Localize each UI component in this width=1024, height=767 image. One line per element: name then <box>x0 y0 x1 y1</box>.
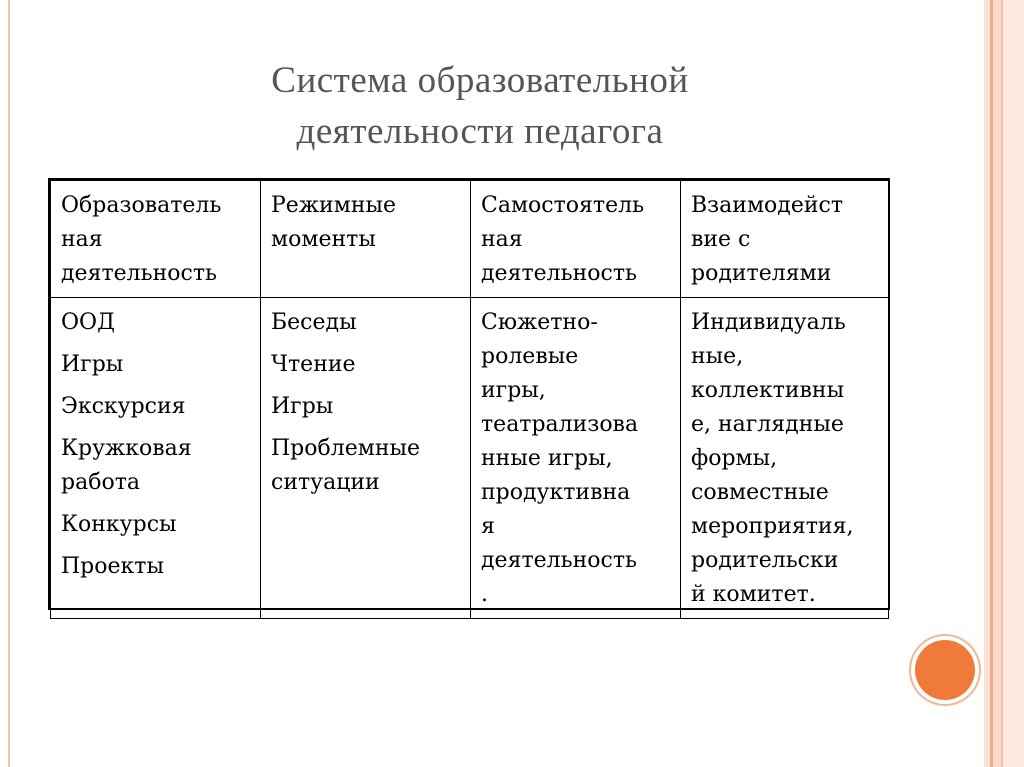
list-item: Экскурсия <box>61 394 186 419</box>
list-item: Кружковая работа <box>61 436 192 495</box>
table-header-row <box>51 181 889 298</box>
list-item: Игры <box>61 352 124 377</box>
right-decoration <box>984 0 1024 767</box>
cell-independent-activity-text: Сюжетно- ролевые игры, театрализова нные игры, продуктивна я деятельность . <box>471 298 681 619</box>
list-item: Беседы <box>271 310 357 335</box>
list-item: Конкурсы <box>61 512 177 537</box>
header-independent-activity: Самостоятель ная деятельность <box>471 181 681 298</box>
header-parent-interaction: Взаимодейст вие с родителями <box>681 181 889 298</box>
title-line-2: деятельности педагога <box>296 111 664 152</box>
list-item: Проекты <box>61 554 164 579</box>
title-line-1: Система образовательной <box>271 60 689 101</box>
cell-routine-moments-list <box>261 298 471 619</box>
left-border-line <box>8 0 10 767</box>
header-educational-activity: Образователь ная деятельность <box>51 181 261 298</box>
cell-educational-activity-list <box>51 298 261 619</box>
activity-table <box>48 178 890 610</box>
cell-parent-interaction-text: Индивидуаль ные, коллективны е, наглядные формы, совместные мероприятия, родительски й комитет. <box>681 298 889 619</box>
list-item: Чтение <box>271 352 356 377</box>
table-body-row <box>51 298 889 619</box>
orange-circle-decoration <box>915 640 975 700</box>
slide-title <box>150 55 810 157</box>
header-routine-moments: Режимные моменты <box>261 181 471 298</box>
list-item: Игры <box>271 394 334 419</box>
list-item: ООД <box>61 310 115 335</box>
list-item: Проблемные ситуации <box>271 436 421 495</box>
